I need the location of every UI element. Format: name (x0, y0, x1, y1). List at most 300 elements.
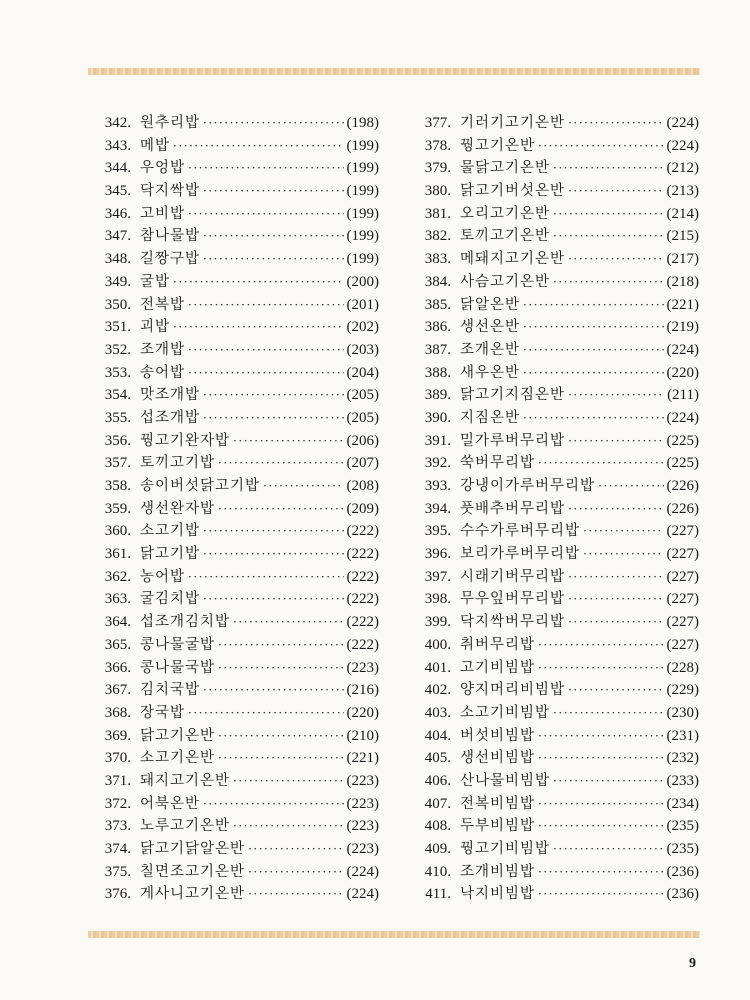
entry-number: 390. (424, 409, 451, 426)
entry-number: 381. (424, 205, 451, 222)
entry-number: 354. (104, 387, 131, 404)
entry-number: 406. (424, 772, 451, 789)
entry-page-ref: (208) (346, 478, 379, 494)
dot-leader (553, 838, 663, 861)
entry-number: 351. (104, 319, 131, 336)
entry-title: 조개밥 (140, 341, 186, 358)
entry-number: 362. (104, 568, 131, 585)
toc-entry (87, 679, 379, 702)
toc-entry (87, 452, 379, 475)
entry-number: 360. (104, 523, 131, 540)
toc-entry (407, 271, 699, 294)
entry-number: 361. (104, 546, 131, 563)
entry-page-ref: (221) (666, 296, 699, 313)
entry-title: 두부비빔밥 (460, 818, 536, 835)
entry-page-ref: (223) (346, 841, 379, 857)
toc-entry (407, 883, 699, 906)
entry-title: 꿩고기비빔밥 (460, 841, 551, 857)
entry-page-ref: (227) (666, 523, 699, 540)
dot-leader (568, 112, 663, 135)
entry-title: 꿩고기완자밥 (140, 432, 231, 449)
entry-number: 346. (104, 205, 131, 222)
entry-page-ref: (212) (666, 160, 699, 177)
entry-page-ref: (228) (666, 659, 699, 676)
dot-leader (203, 248, 343, 271)
toc-entry (87, 702, 379, 725)
dot-leader (568, 566, 663, 589)
toc-entry (407, 180, 699, 203)
toc-right-column (407, 112, 699, 906)
entry-page-ref: (227) (666, 591, 699, 608)
toc-entry (407, 157, 699, 180)
entry-number: 363. (104, 591, 131, 608)
entry-title: 토끼고기밥 (140, 455, 216, 472)
entry-number: 377. (424, 115, 451, 131)
dot-leader (538, 452, 663, 475)
entry-page-ref: (199) (346, 251, 379, 268)
toc-entry (407, 838, 699, 861)
dot-leader (248, 861, 343, 884)
dot-leader (523, 294, 663, 317)
dot-leader (568, 498, 663, 521)
dot-leader (188, 157, 343, 180)
toc-entry (87, 725, 379, 748)
entry-page-ref: (222) (346, 568, 379, 585)
dot-leader (173, 271, 343, 294)
entry-title: 수수가루버무리밥 (460, 523, 581, 540)
entry-page-ref: (233) (666, 772, 699, 789)
toc-entry (87, 588, 379, 611)
entry-title: 소고기온반 (140, 750, 216, 767)
dot-leader (188, 339, 343, 362)
dot-leader (538, 634, 663, 657)
toc-entry (407, 679, 699, 702)
entry-number: 395. (424, 523, 451, 540)
entry-title: 닥지싹버무리밥 (460, 614, 566, 631)
entry-page-ref: (202) (346, 319, 379, 336)
dot-leader (203, 225, 343, 248)
entry-title: 길짱구밥 (140, 251, 201, 268)
entry-page-ref: (198) (346, 115, 379, 131)
toc-entry (407, 657, 699, 680)
dot-leader (218, 747, 343, 770)
entry-title: 조개온반 (460, 341, 521, 358)
entry-title: 시래기버무리밥 (460, 568, 566, 585)
toc-entry (407, 384, 699, 407)
entry-title: 송어밥 (140, 364, 186, 381)
entry-page-ref: (221) (346, 750, 379, 767)
toc-entry (87, 770, 379, 793)
entry-page-ref: (220) (346, 704, 379, 721)
entry-number: 357. (104, 455, 131, 472)
dot-leader (203, 793, 343, 816)
dot-leader (203, 543, 343, 566)
entry-number: 405. (424, 750, 451, 767)
entry-page-ref: (215) (666, 228, 699, 245)
entry-number: 387. (424, 341, 451, 358)
toc-entry (87, 838, 379, 861)
entry-title: 콩나물국밥 (140, 659, 216, 676)
entry-title: 게사니고기온반 (140, 886, 246, 903)
dot-leader (203, 112, 343, 135)
dot-leader (173, 316, 343, 339)
entry-title: 생선비빔밥 (460, 750, 536, 767)
entry-page-ref: (223) (346, 818, 379, 835)
entry-title: 지짐온반 (460, 409, 521, 426)
entry-page-ref: (227) (666, 636, 699, 653)
toc-entry (407, 248, 699, 271)
entry-title: 고비밥 (140, 205, 186, 222)
entry-page-ref: (227) (666, 546, 699, 563)
entry-title: 오리고기온반 (460, 205, 551, 222)
toc-entry (407, 815, 699, 838)
entry-title: 닭고기버섯온반 (460, 183, 566, 200)
entry-page-ref: (232) (666, 750, 699, 767)
entry-number: 376. (104, 886, 131, 903)
entry-title: 조개비빔밥 (460, 863, 536, 880)
entry-number: 365. (104, 636, 131, 653)
toc-entry (87, 634, 379, 657)
dot-leader (248, 883, 343, 906)
entry-number: 371. (104, 772, 131, 789)
entry-page-ref: (224) (666, 341, 699, 358)
entry-title: 고기비빔밥 (460, 659, 536, 676)
entry-title: 메밥 (140, 137, 171, 154)
toc-entry (407, 566, 699, 589)
toc-entry (87, 180, 379, 203)
entry-number: 379. (424, 160, 451, 177)
dot-leader (188, 203, 343, 226)
entry-page-ref: (199) (346, 228, 379, 245)
entry-page-ref: (199) (346, 183, 379, 200)
entry-number: 342. (104, 115, 131, 131)
entry-page-ref: (205) (346, 409, 379, 426)
dot-leader (523, 407, 663, 430)
entry-number: 394. (424, 500, 451, 517)
entry-title: 맛조개밥 (140, 387, 201, 404)
toc-entry (87, 248, 379, 271)
dot-leader (553, 157, 663, 180)
entry-title: 닭고기밥 (140, 546, 201, 563)
entry-page-ref: (222) (346, 636, 379, 653)
entry-page-ref: (234) (666, 795, 699, 812)
entry-title: 송이버섯닭고기밥 (140, 478, 261, 494)
entry-title: 섭조개김치밥 (140, 614, 231, 631)
entry-title: 소고기밥 (140, 523, 201, 540)
entry-number: 355. (104, 409, 131, 426)
toc-entry (87, 657, 379, 680)
dot-leader (218, 725, 343, 748)
entry-number: 396. (424, 546, 451, 563)
dot-leader (553, 770, 663, 793)
entry-number: 350. (104, 296, 131, 313)
toc-entry (407, 861, 699, 884)
entry-page-ref: (224) (666, 115, 699, 131)
toc-entry (87, 747, 379, 770)
toc-entry (87, 520, 379, 543)
toc-entry (87, 543, 379, 566)
entry-number: 349. (104, 273, 131, 290)
dot-leader (538, 135, 663, 158)
dot-leader (538, 861, 663, 884)
entry-page-ref: (220) (666, 364, 699, 381)
entry-number: 407. (424, 795, 451, 812)
entry-page-ref: (199) (346, 205, 379, 222)
dot-leader (188, 362, 343, 385)
entry-page-ref: (224) (666, 137, 699, 154)
toc-entry (407, 135, 699, 158)
toc-entry (407, 588, 699, 611)
dot-leader (538, 657, 663, 680)
entry-title: 칠면조고기온반 (140, 863, 246, 880)
entry-number: 368. (104, 704, 131, 721)
entry-number: 386. (424, 319, 451, 336)
entry-title: 소고기비빔밥 (460, 704, 551, 721)
dot-leader (233, 770, 343, 793)
entry-title: 장국밥 (140, 704, 186, 721)
dot-leader (538, 725, 663, 748)
entry-page-ref: (223) (346, 772, 379, 789)
dot-leader (188, 566, 343, 589)
toc-entry (407, 430, 699, 453)
toc-entry (407, 407, 699, 430)
entry-number: 378. (424, 137, 451, 154)
entry-title: 꿩고기온반 (460, 137, 536, 154)
entry-number: 397. (424, 568, 451, 585)
toc-entry (407, 634, 699, 657)
toc-entry (407, 498, 699, 521)
toc-entry (407, 225, 699, 248)
dot-leader (218, 452, 343, 475)
entry-number: 385. (424, 296, 451, 313)
toc-entry (87, 316, 379, 339)
entry-number: 369. (104, 727, 131, 744)
entry-page-ref: (218) (666, 273, 699, 290)
entry-number: 391. (424, 432, 451, 449)
dot-leader (218, 634, 343, 657)
entry-title: 괴밥 (140, 319, 171, 336)
entry-title: 생선완자밥 (140, 500, 216, 517)
entry-title: 섭조개밥 (140, 409, 201, 426)
entry-number: 388. (424, 364, 451, 381)
toc-entry (87, 294, 379, 317)
entry-title: 강냉이가루버무리밥 (460, 478, 596, 494)
toc-entry (87, 498, 379, 521)
entry-page-ref: (226) (666, 500, 699, 517)
toc-entry (407, 543, 699, 566)
entry-title: 콩나물굴밥 (140, 636, 216, 653)
entry-page-ref: (223) (346, 659, 379, 676)
entry-number: 358. (104, 478, 131, 494)
entry-number: 389. (424, 387, 451, 404)
entry-number: 382. (424, 228, 451, 245)
entry-title: 쑥버무리밥 (460, 455, 536, 472)
toc-entry (407, 702, 699, 725)
toc-entry (87, 112, 379, 135)
dot-leader (188, 294, 343, 317)
entry-page-ref: (231) (666, 727, 699, 744)
dot-leader (203, 588, 343, 611)
entry-title: 토끼고기온반 (460, 228, 551, 245)
entry-title: 닭고기닭알온반 (140, 841, 246, 857)
toc-entry (87, 135, 379, 158)
entry-number: 372. (104, 795, 131, 812)
entry-title: 어북온반 (140, 795, 201, 812)
entry-number: 370. (104, 750, 131, 767)
dot-leader (203, 679, 343, 702)
entry-number: 408. (424, 818, 451, 835)
entry-page-ref: (200) (346, 273, 379, 290)
toc-entry (407, 294, 699, 317)
entry-number: 367. (104, 682, 131, 699)
entry-page-ref: (230) (666, 704, 699, 721)
toc-entry (407, 203, 699, 226)
entry-page-ref: (235) (666, 818, 699, 835)
entry-page-ref: (219) (666, 319, 699, 336)
entry-number: 343. (104, 137, 131, 154)
toc-entry (407, 112, 699, 135)
toc-entry (407, 362, 699, 385)
toc-entry (87, 362, 379, 385)
toc-entry (87, 611, 379, 634)
entry-page-ref: (211) (667, 387, 699, 404)
entry-title: 산나물비빔밥 (460, 772, 551, 789)
toc-entry (407, 611, 699, 634)
dot-leader (538, 883, 663, 906)
entry-number: 356. (104, 432, 131, 449)
toc-entry (87, 157, 379, 180)
entry-page-ref: (225) (666, 432, 699, 449)
entry-page-ref: (227) (666, 568, 699, 585)
dot-leader (568, 430, 663, 453)
dot-leader (598, 475, 663, 498)
entry-page-ref: (229) (666, 682, 699, 699)
entry-number: 359. (104, 500, 131, 517)
toc-entry (407, 747, 699, 770)
entry-page-ref: (216) (346, 682, 379, 699)
dot-leader (203, 407, 343, 430)
toc-entry (407, 793, 699, 816)
toc-entry (407, 520, 699, 543)
toc-left-column (87, 112, 379, 906)
entry-page-ref: (210) (346, 727, 379, 744)
dot-leader (568, 180, 663, 203)
dot-leader (553, 203, 663, 226)
bottom-decorative-rule (88, 931, 700, 938)
entry-title: 생선온반 (460, 319, 521, 336)
entry-title: 굴밥 (140, 273, 171, 290)
entry-title: 밀가루버무리밥 (460, 432, 566, 449)
toc-entry (87, 883, 379, 906)
entry-title: 전복밥 (140, 296, 186, 313)
toc-entry (407, 316, 699, 339)
toc-entry (87, 407, 379, 430)
toc-entry (407, 339, 699, 362)
dot-leader (568, 588, 663, 611)
toc-entry (407, 770, 699, 793)
entry-title: 사슴고기온반 (460, 273, 551, 290)
toc-entry (407, 475, 699, 498)
entry-page-ref: (214) (666, 205, 699, 222)
toc-entry (87, 339, 379, 362)
entry-page-ref: (204) (346, 364, 379, 381)
entry-title: 김치국밥 (140, 682, 201, 699)
dot-leader (218, 657, 343, 680)
entry-page-ref: (205) (346, 387, 379, 404)
dot-leader (553, 225, 663, 248)
entry-number: 352. (104, 341, 131, 358)
entry-page-ref: (225) (666, 455, 699, 472)
dot-leader (218, 498, 343, 521)
dot-leader (203, 180, 343, 203)
entry-number: 403. (424, 704, 451, 721)
entry-title: 닭고기온반 (140, 727, 216, 744)
dot-leader (248, 838, 343, 861)
entry-page-ref: (222) (346, 614, 379, 631)
entry-page-ref: (203) (346, 341, 379, 358)
entry-number: 404. (424, 727, 451, 744)
entry-page-ref: (222) (346, 546, 379, 563)
dot-leader (233, 611, 343, 634)
page-number: 9 (689, 956, 696, 971)
toc-entry (87, 271, 379, 294)
entry-number: 399. (424, 614, 451, 631)
entry-title: 참나물밥 (140, 228, 201, 245)
dot-leader (233, 430, 343, 453)
toc-entry (87, 475, 379, 498)
entry-page-ref: (222) (346, 523, 379, 540)
entry-page-ref: (222) (346, 591, 379, 608)
entry-page-ref: (207) (346, 455, 379, 472)
dot-leader (568, 611, 663, 634)
entry-page-ref: (213) (666, 183, 699, 200)
entry-number: 392. (424, 455, 451, 472)
entry-page-ref: (217) (666, 251, 699, 268)
toc-entry (87, 430, 379, 453)
entry-page-ref: (199) (346, 137, 379, 154)
entry-title: 낙지비빔밥 (460, 886, 536, 903)
dot-leader (583, 543, 663, 566)
entry-number: 373. (104, 818, 131, 835)
entry-title: 닭알온반 (460, 296, 521, 313)
entry-page-ref: (224) (346, 863, 379, 880)
entry-title: 돼지고기온반 (140, 772, 231, 789)
entry-number: 410. (424, 863, 451, 880)
entry-title: 새우온반 (460, 364, 521, 381)
top-decorative-rule (88, 68, 700, 75)
entry-title: 물닭고기온반 (460, 160, 551, 177)
entry-number: 353. (104, 364, 131, 381)
entry-number: 348. (104, 251, 131, 268)
entry-page-ref: (227) (666, 614, 699, 631)
entry-number: 364. (104, 614, 131, 631)
dot-leader (188, 702, 343, 725)
entry-title: 굴김치밥 (140, 591, 201, 608)
entry-number: 383. (424, 251, 451, 268)
dot-leader (553, 702, 663, 725)
dot-leader (538, 793, 663, 816)
toc-entry (407, 725, 699, 748)
entry-title: 노루고기온반 (140, 818, 231, 835)
entry-number: 409. (424, 841, 451, 857)
entry-title: 보리가루버무리밥 (460, 546, 581, 563)
entry-page-ref: (226) (666, 478, 699, 494)
entry-number: 411. (425, 886, 451, 903)
entry-title: 기러기고기온반 (460, 115, 566, 131)
entry-title: 무우잎버무리밥 (460, 591, 566, 608)
entry-number: 375. (104, 863, 131, 880)
dot-leader (553, 271, 663, 294)
